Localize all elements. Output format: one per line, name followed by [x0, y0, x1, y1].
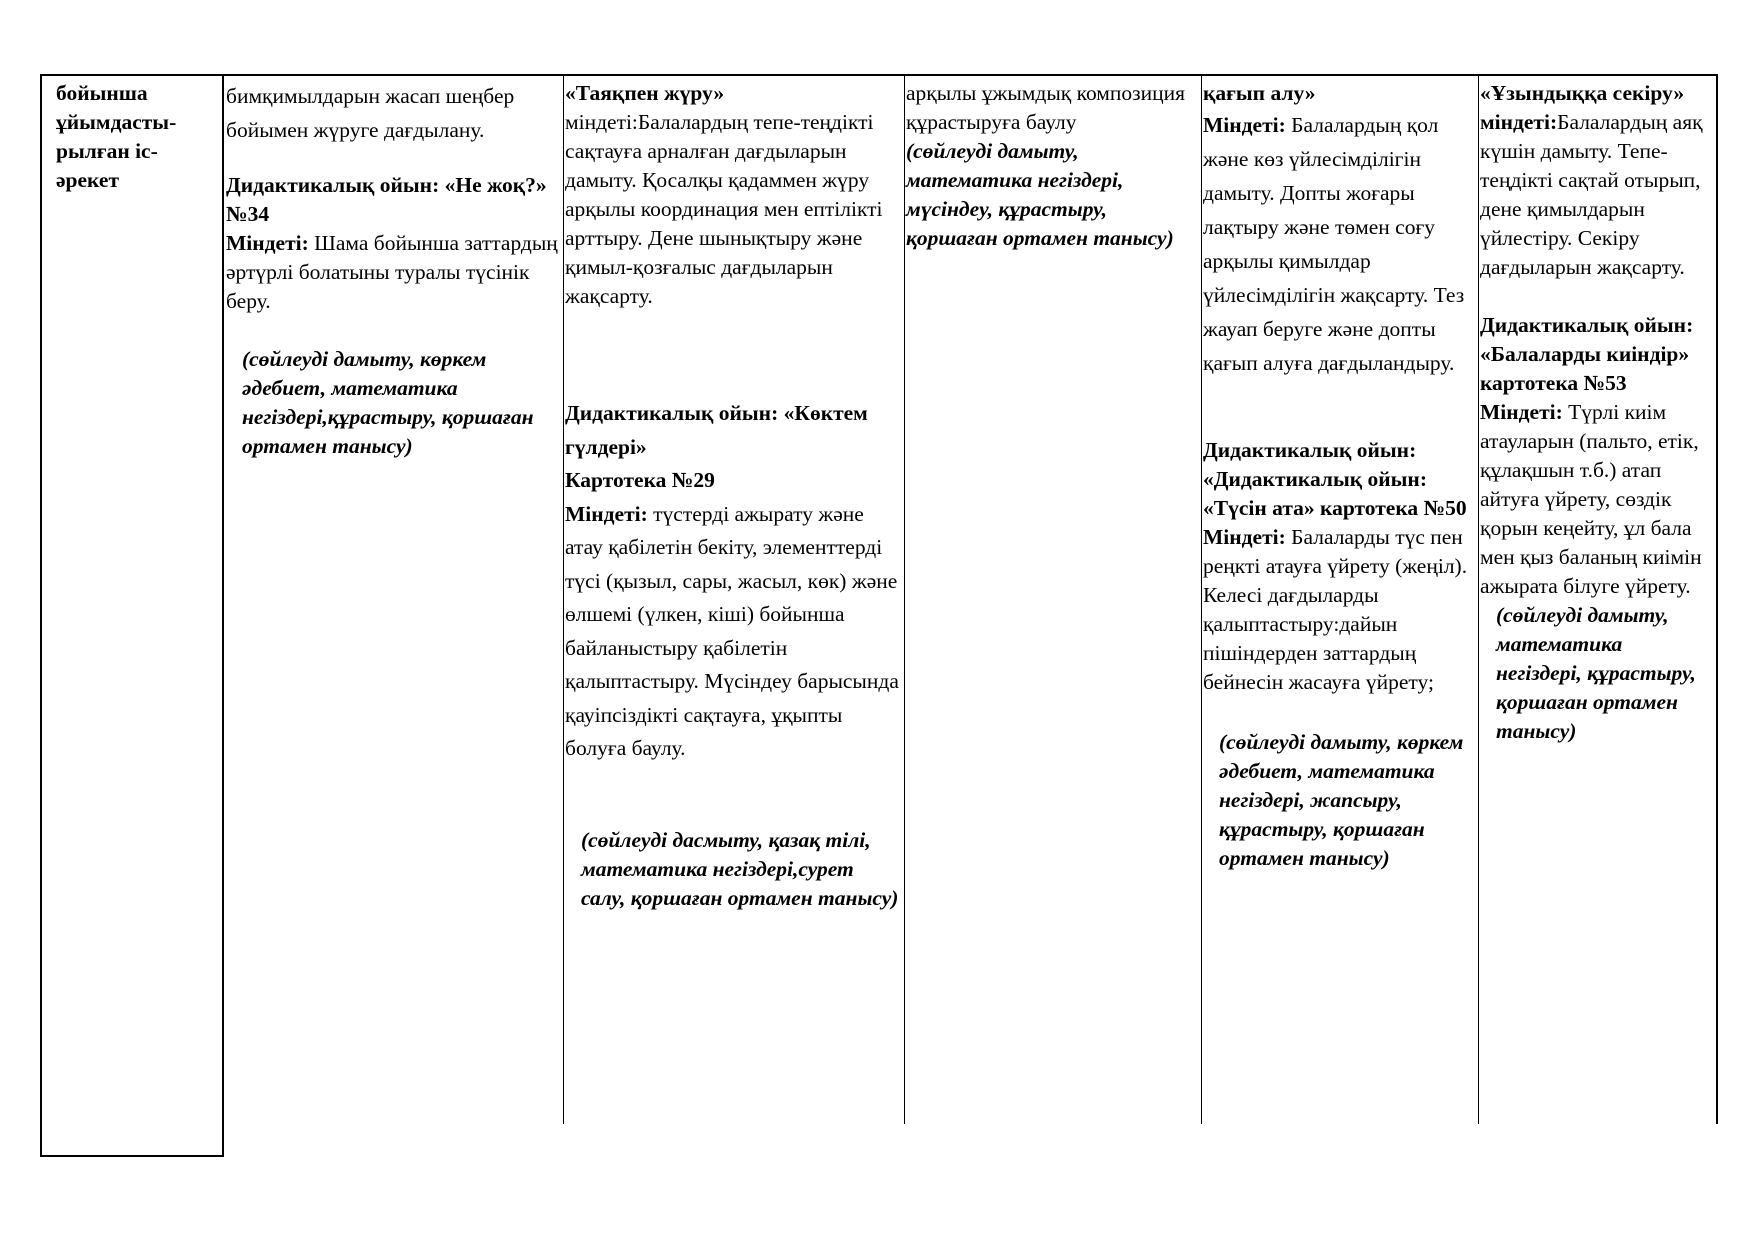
col6-task-text: Балалардың аяқ күшін дамыту. Тепе-теңдікті сақтай отырып, дене қимылдарын үйлестіру. Секіру дағдыларын жақсарту.: [1480, 110, 1703, 279]
col6-task2-label: Міндеті:: [1480, 400, 1563, 424]
col2-right-border: [563, 74, 564, 1124]
col3-task-label: Міндеті:: [565, 501, 648, 526]
col5-game-end: қағып алу»: [1203, 81, 1316, 105]
col5-right-border: [1478, 74, 1479, 1124]
col5-cell: [1203, 79, 1476, 873]
col6-game2-title: Дидактикалық ойын: «Балаларды киіндір»: [1480, 313, 1694, 366]
col3-integration: (сөйлеуді дасмыту, қазақ тілі, математика негіздері,сурет салу, қоршаған ортамен танысу): [581, 827, 899, 910]
col6-task2-text: Түрлі киім атауларын (пальто, етік, құлақшын т.б.) атап айтуға үйрету, сөздік қорын кеңейту, ұл бала мен қыз баланың киімін ажырата білуге үйрету.: [1480, 400, 1702, 598]
col3-game-title: «Таяқпен жүру»: [565, 81, 725, 105]
col5-integration: (сөйлеуді дамыту, көркем әдебиет, математика негіздері, жапсыру, құрастыру, қоршаған ортамен танысу): [1219, 730, 1464, 870]
col4-text: арқылы ұжымдық композиция құрастыруға баулу: [906, 81, 1186, 134]
col6-game-title: «Ұзындыққа секіру»: [1480, 81, 1685, 105]
col6-card: картотека №53: [1480, 371, 1627, 395]
col5-task2-label: Міндеті:: [1203, 525, 1286, 549]
col5-task-text: Балалардың қол және көз үйлесімділігін дамыту. Допты жоғары лақтыру және төмен соғу арқылы қимылдар үйлесімділігін жақсарту. Тез жауап беруге және допты қағып алуға дағдыландыру.: [1203, 113, 1465, 375]
col6-integration: (сөйлеуді дамыту, математика негіздері, құрастыру, қоршаған ортамен танысу): [1496, 603, 1696, 743]
col1-bottom-border: [40, 1155, 224, 1157]
col3-game2-title: Дидактикалық ойын: «Көктем гүлдері»: [565, 401, 868, 459]
col3-task-text: түстерді ажырату және атау қабілетін бекіту, элементтерді түсі (қызыл, сары, жасыл, көк) және өлшемі (үлкен, кіші) бойынша байланыстыру қабілетін қалыптастыру. Мүсіндеу барысында қауіпсіздікті сақтауға, ұқыпты болуға баулу.: [565, 501, 899, 760]
col5-task2: [1203, 523, 1476, 697]
col3-game2-block: [565, 397, 903, 766]
col3-task: [565, 498, 903, 766]
col2-task-label: Міндеті:: [226, 231, 309, 255]
col2-task: [226, 229, 559, 316]
col4-cell: [906, 79, 1198, 253]
col3-card: Картотека №29: [565, 468, 715, 492]
col5-task-label: Міндеті:: [1203, 113, 1286, 137]
col1-title: бойынша ұйымдасты-рылған іс-әрекет: [56, 81, 177, 192]
col4-right-border: [1201, 74, 1202, 1124]
col2-game-title: Дидактикалық ойын: «Не жоқ?» №34: [226, 173, 547, 226]
col3-cell: [565, 79, 903, 913]
col5-task: [1203, 108, 1476, 380]
col6-cell: [1480, 79, 1712, 746]
col2-intro: бимқимылдарын жасап шеңбер бойымен жүруге дағдылану.: [226, 84, 515, 142]
col6-task-label: міндеті:: [1480, 110, 1558, 134]
col6-task2: [1480, 398, 1712, 601]
col5-task2-text: Балаларды түс пен реңкті атауға үйрету (жеңіл). Келесі дағдыларды қалыптастыру:дайын пішіндерден заттардың бейнесін жасауға үйрету;: [1203, 525, 1468, 694]
col2-integration: (сөйлеуді дамыту, көркем әдебиет, математика негіздері,құрастыру, қоршаған ортамен танысу): [242, 347, 534, 458]
col3-right-border: [904, 74, 905, 1124]
col6-task: [1480, 108, 1712, 282]
col3-text: міндеті:Балалардың тепе-теңдікті сақтауға арналған дағдыларын дамыту. Қосалқы қадаммен жүру арқылы координация мен ептілікті арттыру. Дене шынықтыру және қимыл-қозғалыс дағдыларын жақсарту.: [565, 110, 883, 308]
table-left-border: [40, 74, 42, 1157]
col2-cell: [226, 79, 559, 461]
table-right-border: [1716, 74, 1718, 1124]
col1-right-border: [222, 74, 224, 1157]
col4-integration: (сөйлеуді дамыту, математика негіздері, мүсіндеу, құрастыру, қоршаған ортамен танысу): [906, 139, 1174, 250]
col1-cell: [56, 79, 216, 195]
col2-task-text: Шама бойынша заттардың әртүрлі болатыны туралы түсінік беру.: [226, 231, 558, 313]
col5-game2-title: Дидактикалық ойын: «Дидактикалық ойын: «Түсін ата» картотека №50: [1203, 438, 1467, 520]
table-top-border: [40, 74, 1718, 76]
